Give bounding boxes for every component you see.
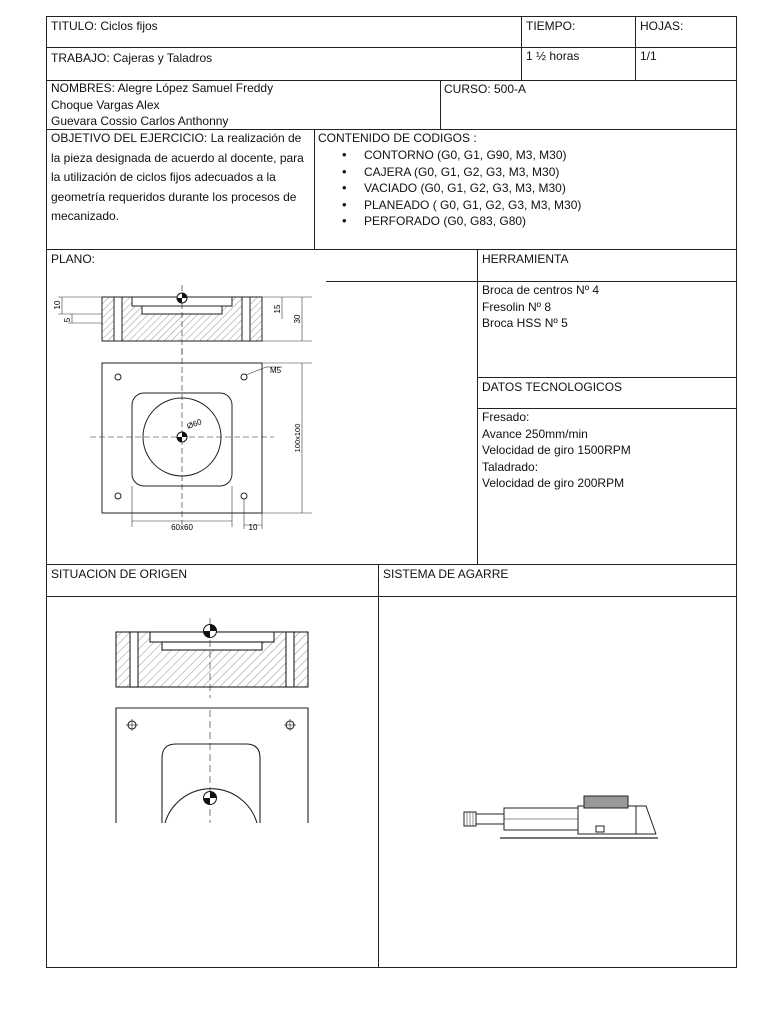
plano-label: PLANO: [51, 252, 96, 266]
origin-mark-top [177, 432, 187, 442]
dim-15: 15 [273, 304, 282, 314]
rule-h-plano-half [326, 281, 477, 282]
datos-line: Avance 250mm/min [482, 426, 588, 441]
origin-mark-side-large [204, 625, 217, 638]
rule-v-tiempo [521, 16, 522, 80]
dim-5: 5 [63, 317, 72, 323]
tool-item: Broca HSS Nº 5 [482, 316, 568, 330]
rule-v-curso [440, 80, 441, 129]
dim-10-bottom: 10 [248, 523, 258, 532]
herramienta-label: HERRAMIENTA [482, 252, 569, 266]
origen-drawing [110, 618, 330, 823]
code-item: • PERFORADO (G0, G83, G80) [342, 213, 581, 230]
tiempo-label: TIEMPO: [526, 19, 576, 33]
dim-10: 10 [53, 300, 62, 310]
curso: CURSO: 500-A [444, 82, 527, 96]
plano-drawing [50, 285, 320, 545]
code-item: • CONTORNO (G0, G1, G90, M3, M30) [342, 147, 581, 164]
dim-30: 30 [293, 314, 302, 324]
objetivo-text: OBJETIVO DEL EJERCICIO: La realización de la pieza designada de acuerdo al docente, para la utilización de ciclos fijos adecuados a la geometría requeridos durante los procesos de mecanizado. [51, 131, 304, 223]
contenido-title: CONTENIDO DE CODIGOS : [318, 131, 477, 145]
origin-mark-top-large [204, 792, 217, 805]
datos-line: Velocidad de giro 200RPM [482, 476, 625, 490]
rule-h-1 [46, 47, 737, 48]
datos-line: Fresado: [482, 410, 530, 424]
rule-v-plano [477, 249, 478, 564]
rule-h-4 [46, 249, 737, 250]
herramienta-list [482, 282, 599, 332]
nombre-1: NOMBRES: Alegre López Samuel Freddy [51, 81, 274, 95]
code-item: • VACIADO (G0, G1, G2, G3, M3, M30) [342, 180, 581, 197]
dim-m5: M5 [270, 366, 282, 375]
agarre-label: SISTEMA DE AGARRE [383, 567, 509, 581]
contenido-list [318, 147, 581, 230]
dim-60x60: 60x60 [171, 523, 193, 532]
hojas-label: HOJAS: [640, 19, 684, 33]
titulo: TITULO: Ciclos fijos [51, 19, 158, 33]
nombres-block [51, 80, 273, 130]
nombre-3: Guevara Cossio Carlos Anthonny [51, 114, 229, 128]
datos-list [482, 409, 631, 492]
rule-v-objetivo [314, 129, 315, 249]
nombre-2: Choque Vargas Alex [51, 97, 160, 112]
tool-item: Fresolin Nº 8 [482, 299, 552, 314]
origin-mark-side [177, 293, 187, 303]
rule-v-origen [378, 564, 379, 968]
code-item: • CAJERA (G0, G1, G2, G3, M3, M30) [342, 164, 581, 181]
dim-phi60: Ø60 [185, 417, 203, 431]
rule-h-datos-top [477, 377, 737, 378]
tool-item: Broca de centros Nº 4 [482, 283, 600, 297]
origen-label: SITUACION DE ORIGEN [51, 567, 188, 581]
trabajo: TRABAJO: Cajeras y Taladros [51, 51, 213, 65]
rule-h-5 [46, 564, 737, 565]
tiempo-value: 1 ½ horas [526, 49, 580, 63]
dim-100x100: 100x100 [293, 423, 302, 453]
datos-line: Taladrado: [482, 459, 539, 474]
hojas-value: 1/1 [640, 49, 657, 63]
code-item: • PLANEADO ( G0, G1, G2, G3, M3, M30) [342, 197, 581, 214]
vise-drawing [460, 790, 670, 850]
datos-line: Velocidad de giro 1500RPM [482, 443, 631, 457]
rule-v-hojas [635, 16, 636, 80]
rule-h-6 [46, 596, 737, 597]
datos-label: DATOS TECNOLOGICOS [482, 380, 623, 394]
